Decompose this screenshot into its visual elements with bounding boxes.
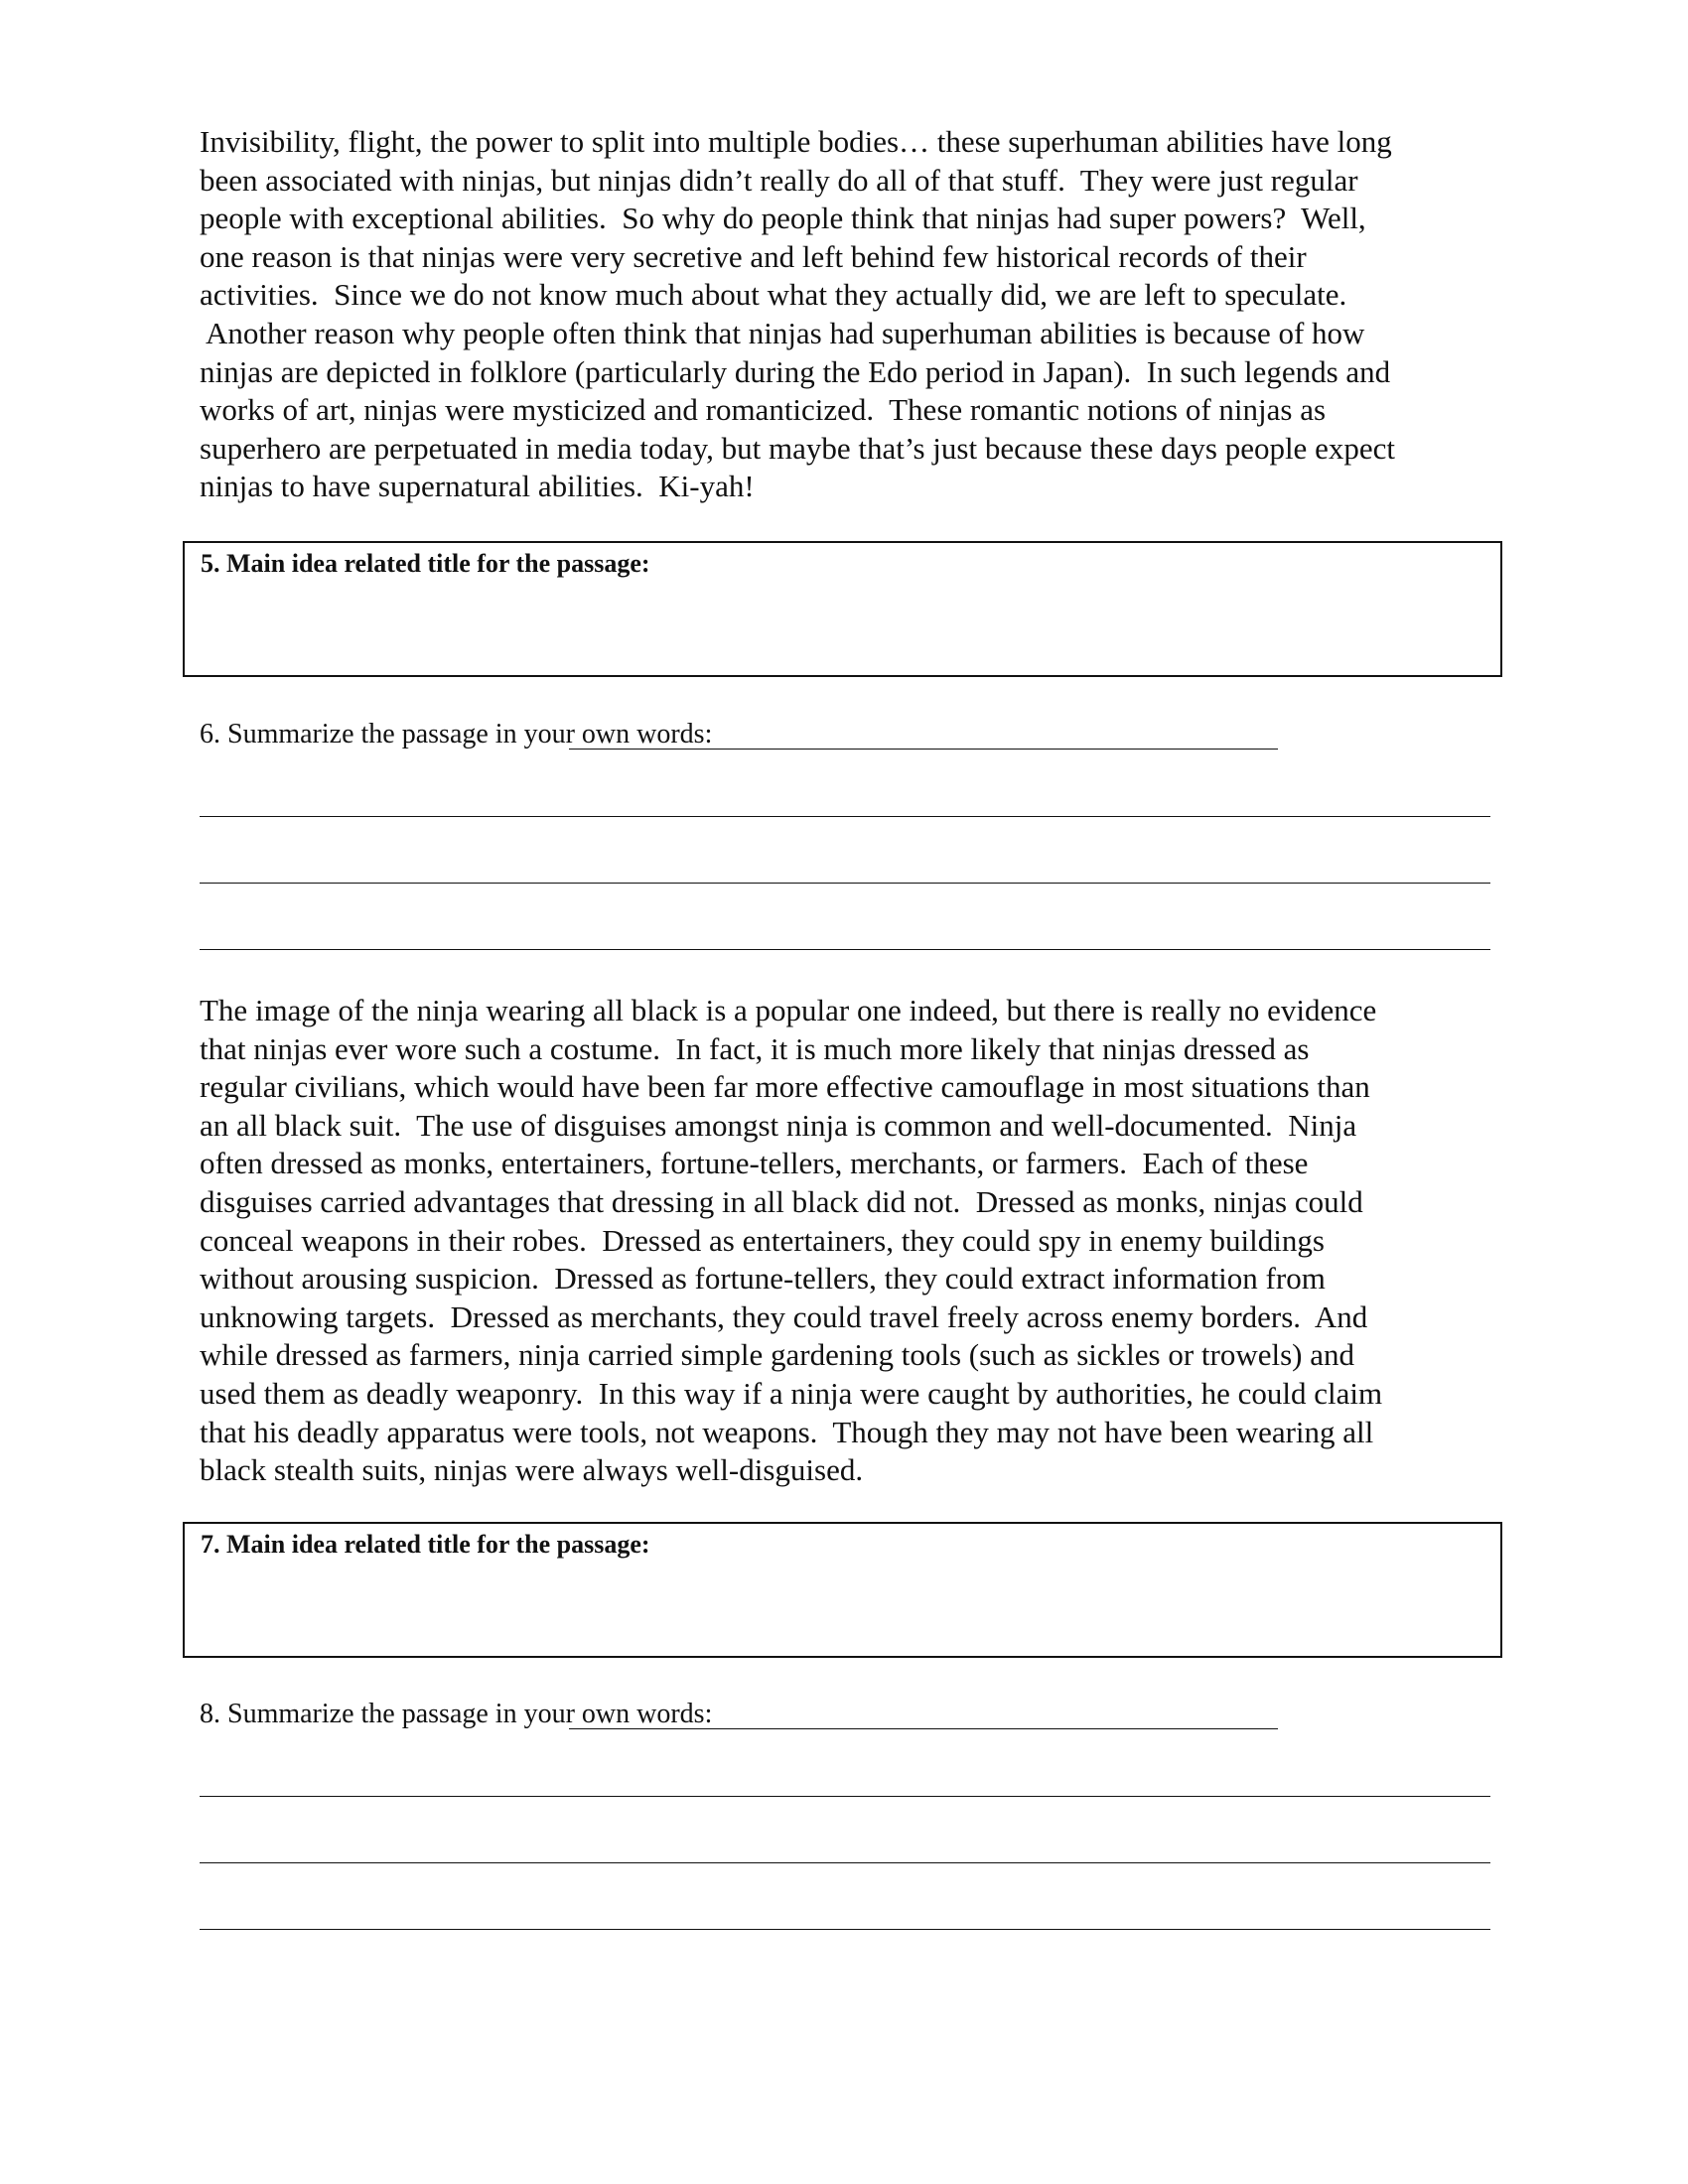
passage-line: conceal weapons in their robes. Dressed as entertainers, they could spy in enemy buildings (200, 1222, 1325, 1258)
summary-blank-8[interactable] (569, 1728, 1278, 1729)
summary-line-6[interactable] (200, 816, 1490, 817)
question-5-label: 5. Main idea related title for the passage: (201, 549, 650, 578)
passage-line: that ninjas ever wore such a costume. In fact, it is much more likely that ninjas dressed as (200, 1030, 1310, 1066)
passage-line: unknowing targets. Dressed as merchants, they could travel freely across enemy borders. And (200, 1298, 1368, 1334)
title-answer-box-5[interactable] (183, 541, 1502, 677)
passage-line: Another reason why people often think that ninjas had superhuman abilities is because of how (200, 315, 1365, 350)
passage-line: The image of the ninja wearing all black is a popular one indeed, but there is really no evidence (200, 993, 1377, 1027)
passage-line: people with exceptional abilities. So why do people think that ninjas had super powers? Well, (200, 201, 1366, 236)
passage-2 (200, 992, 1520, 1490)
passage-line: works of art, ninjas were mysticized and romanticized. These romantic notions of ninjas as (200, 392, 1327, 428)
question-8-prompt (200, 1698, 712, 1731)
passage-line: black stealth suits, ninjas were always well-disguised. (200, 1452, 864, 1488)
summary-line-8[interactable] (200, 1929, 1490, 1930)
passage-line: while dressed as farmers, ninja carried simple gardening tools (such as sickles or trowels) and (200, 1337, 1355, 1373)
passage-line: ninjas to have supernatural abilities. Ki-yah! (200, 469, 755, 504)
passage-line: often dressed as monks, entertainers, fortune-tellers, merchants, or farmers. Each of these (200, 1146, 1309, 1181)
summary-line-8[interactable] (200, 1862, 1490, 1863)
summary-line-6[interactable] (200, 949, 1490, 950)
title-answer-box-7[interactable] (183, 1522, 1502, 1658)
summary-line-6[interactable] (200, 883, 1490, 884)
passage-line: without arousing suspicion. Dressed as fortune-tellers, they could extract information from (200, 1261, 1326, 1297)
question-7-label: 7. Main idea related title for the passage: (201, 1530, 650, 1559)
passage-line: Invisibility, flight, the power to split into multiple bodies… these superhuman abilities have long (200, 124, 1392, 159)
passage-line: been associated with ninjas, but ninjas didn’t really do all of that stuff. They were just regular (200, 162, 1358, 198)
passage-1 (200, 123, 1520, 506)
passage-line: activities. Since we do not know much about what they actually did, we are left to speculate. (200, 277, 1347, 313)
passage-line: regular civilians, which would have been far more effective camouflage in most situations than (200, 1069, 1370, 1105)
passage-line: an all black suit. The use of disguises amongst ninja is common and well-documented. Ninja (200, 1107, 1357, 1143)
passage-line: disguises carried advantages that dressing in all black did not. Dressed as monks, ninjas could (200, 1183, 1363, 1219)
passage-line: one reason is that ninjas were very secretive and left behind few historical records of their (200, 238, 1307, 274)
passage-line: superhero are perpetuated in media today, but maybe that’s just because these days people expect (200, 430, 1395, 466)
passage-line: that his deadly apparatus were tools, not weapons. Though they may not have been wearing all (200, 1414, 1374, 1449)
summary-blank-6[interactable] (569, 749, 1278, 750)
question-6-text: 6. Summarize the passage in your own words: (200, 719, 713, 750)
passage-line: used them as deadly weaponry. In this way if a ninja were caught by authorities, he could claim (200, 1375, 1383, 1411)
summary-line-8[interactable] (200, 1796, 1490, 1797)
question-6-prompt (200, 718, 712, 751)
question-8-text: 8. Summarize the passage in your own words: (200, 1699, 713, 1729)
passage-line: ninjas are depicted in folklore (particularly during the Edo period in Japan). In such legends and (200, 353, 1391, 389)
